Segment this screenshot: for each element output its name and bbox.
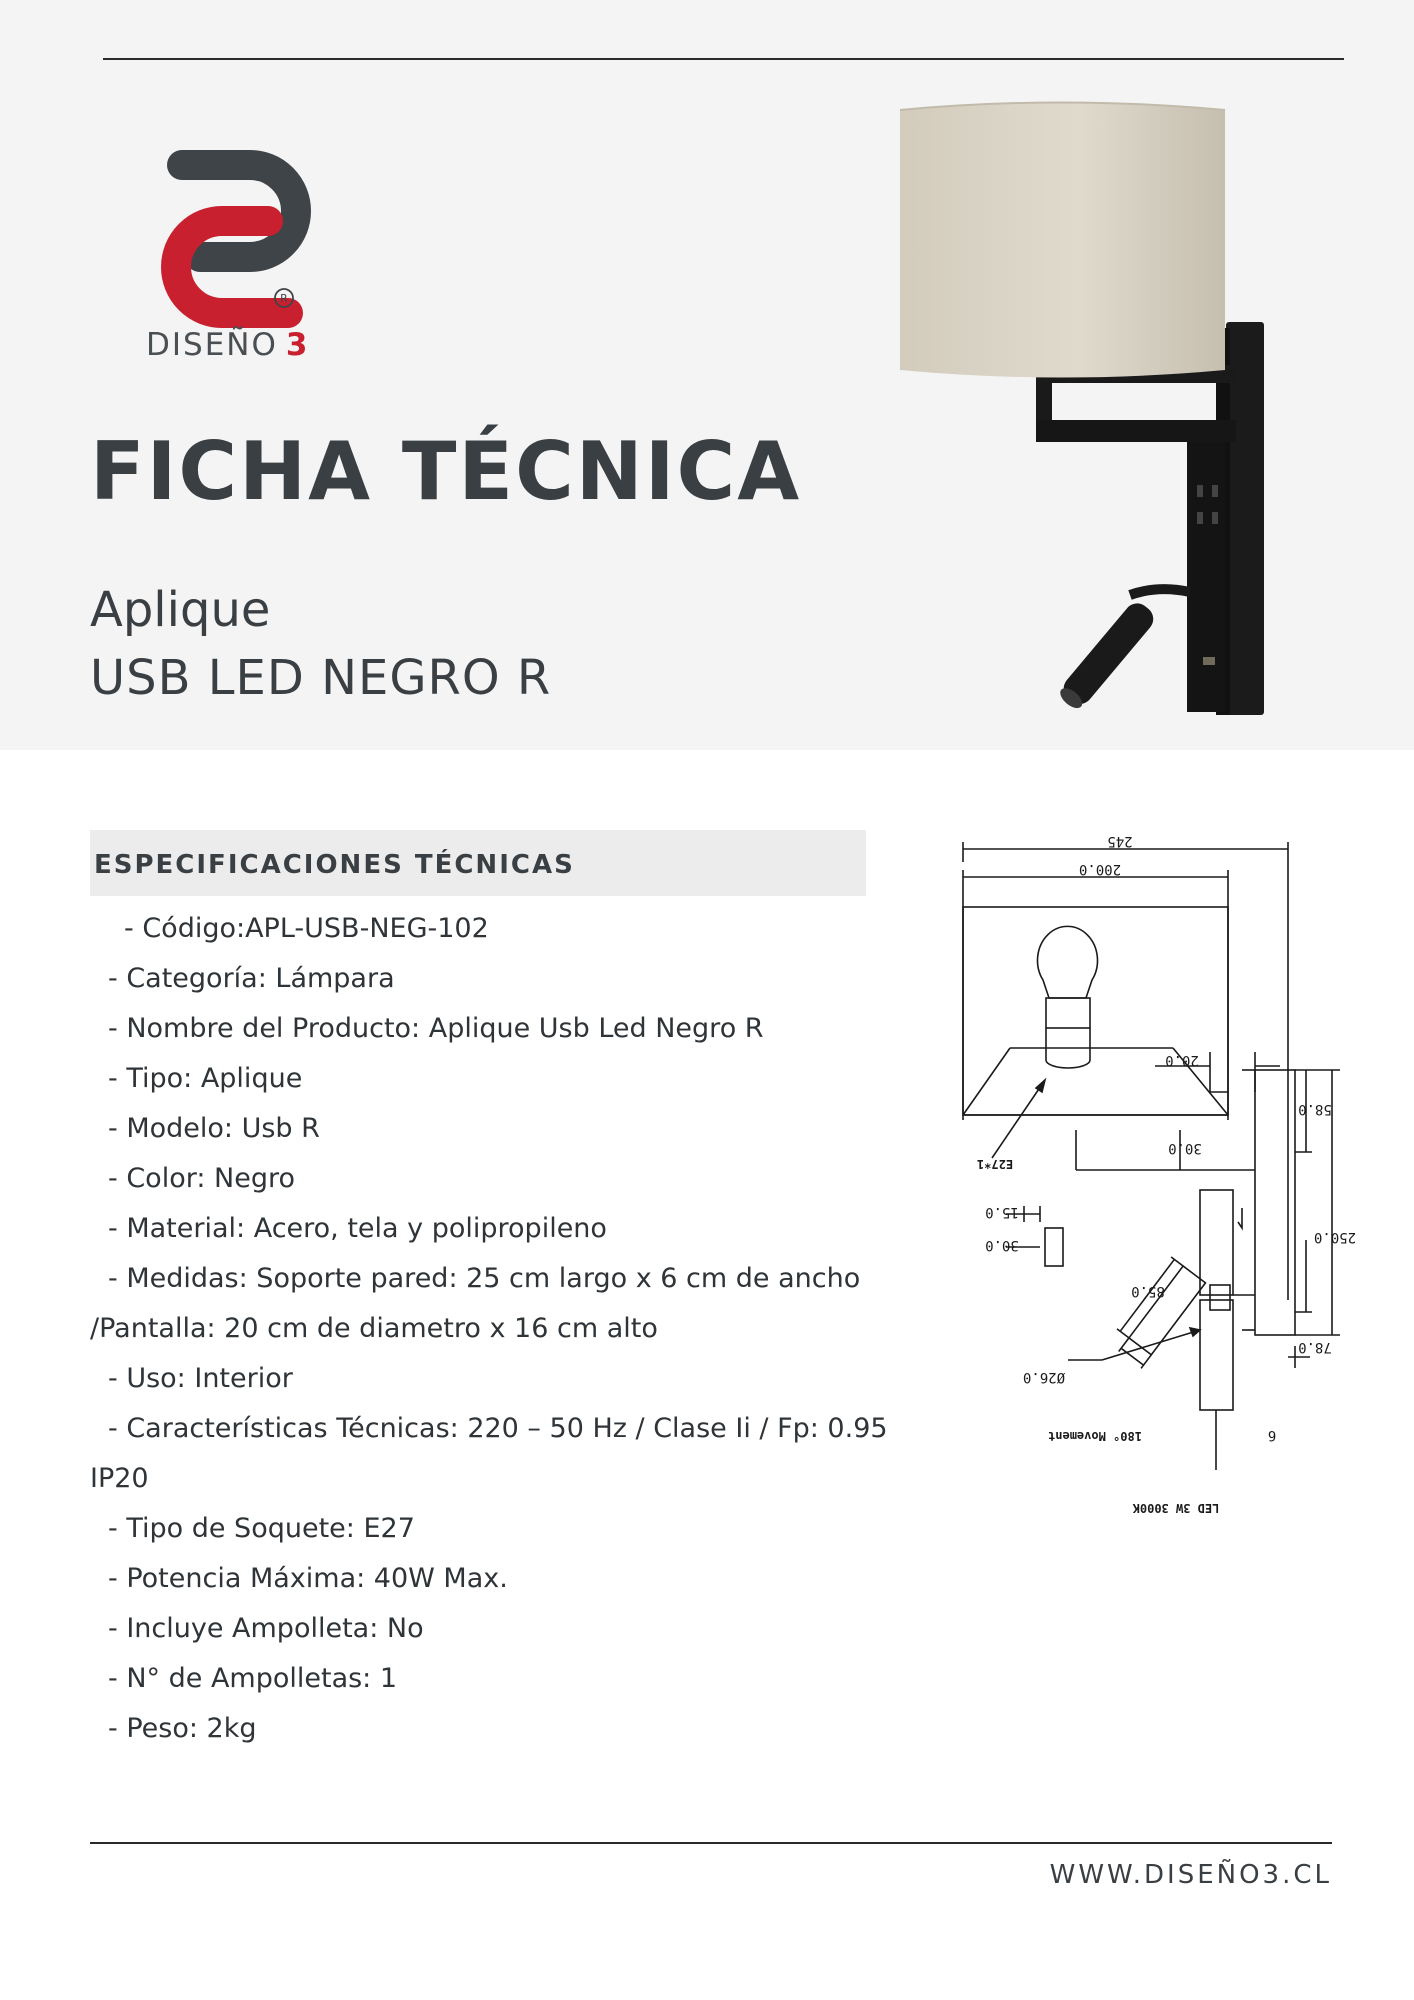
spec-material: - Material: Acero, tela y polipropileno <box>108 1213 607 1244</box>
spec-socket: - Tipo de Soquete: E27 <box>108 1513 415 1544</box>
spec-color: - Color: Negro <box>108 1163 295 1194</box>
dim-250: 250.0 <box>1313 1229 1357 1245</box>
movement-label: 180° Movement <box>1048 1429 1142 1443</box>
spec-category: - Categoría: Lámpara <box>108 963 395 994</box>
brand-name: DISEÑO <box>146 327 278 363</box>
spec-model: - Modelo: Usb R <box>108 1113 320 1144</box>
svg-text:R: R <box>280 292 288 305</box>
spec-technical: - Características Técnicas: 220 – 50 Hz / Clase Ii / Fp: 0.95 <box>108 1413 888 1444</box>
spec-type: - Tipo: Aplique <box>108 1063 303 1094</box>
socket-label: E27*1 <box>976 1157 1014 1171</box>
logo-mark-icon <box>130 130 340 330</box>
page-title: FICHA TÉCNICA <box>90 425 802 518</box>
spec-product-name: - Nombre del Producto: Aplique Usb Led Negro R <box>108 1013 764 1044</box>
spec-use: - Uso: Interior <box>108 1363 293 1394</box>
specs-heading-box <box>90 830 866 896</box>
spec-dimensions: - Medidas: Soporte pared: 25 cm largo x 6 cm de ancho <box>108 1263 861 1294</box>
dim-78: 78.0 <box>1298 1339 1332 1355</box>
dim-6: 6 <box>1267 1427 1277 1443</box>
spec-power: - Potencia Máxima: 40W Max. <box>108 1563 508 1594</box>
spec-dimensions-cont: /Pantalla: 20 cm de diametro x 16 cm alto <box>90 1313 658 1344</box>
bottom-divider <box>90 1842 1332 1844</box>
spec-code: - Código:APL-USB-NEG-102 <box>124 913 489 944</box>
spec-bulb-count: - N° de Ampolletas: 1 <box>108 1663 398 1694</box>
dim-200: 200.0 <box>1078 861 1122 877</box>
spec-bulb-included: - Incluye Ampolleta: No <box>108 1613 424 1644</box>
website-link[interactable]: WWW.DISEÑO3.CL <box>1049 1860 1332 1890</box>
product-type: Aplique <box>90 582 271 638</box>
brand-wordmark <box>146 327 309 363</box>
spec-weight: - Peso: 2kg <box>108 1713 257 1744</box>
specs-heading: ESPECIFICACIONES TÉCNICAS <box>94 850 575 880</box>
dim-26: Ø26.0 <box>1022 1369 1066 1385</box>
dim-20: 20.0 <box>1165 1052 1199 1068</box>
dim-30b: 30.0 <box>985 1237 1019 1253</box>
product-photo <box>890 95 1290 735</box>
technical-drawing <box>950 830 1357 1530</box>
led-label: LED 3W 3000K <box>1132 1501 1220 1515</box>
spec-technical-cont: IP20 <box>90 1463 149 1494</box>
dim-85: 85.0 <box>1131 1283 1165 1299</box>
product-name: USB LED NEGRO R <box>90 650 552 706</box>
top-divider <box>103 58 1344 60</box>
dim-15: 15.0 <box>985 1204 1019 1220</box>
brand-logo <box>130 130 340 370</box>
dim-58: 58.0 <box>1298 1101 1332 1117</box>
dim-30a: 30.0 <box>1168 1140 1202 1156</box>
dim-245: 245 <box>1107 833 1133 849</box>
brand-number: 3 <box>285 327 310 363</box>
